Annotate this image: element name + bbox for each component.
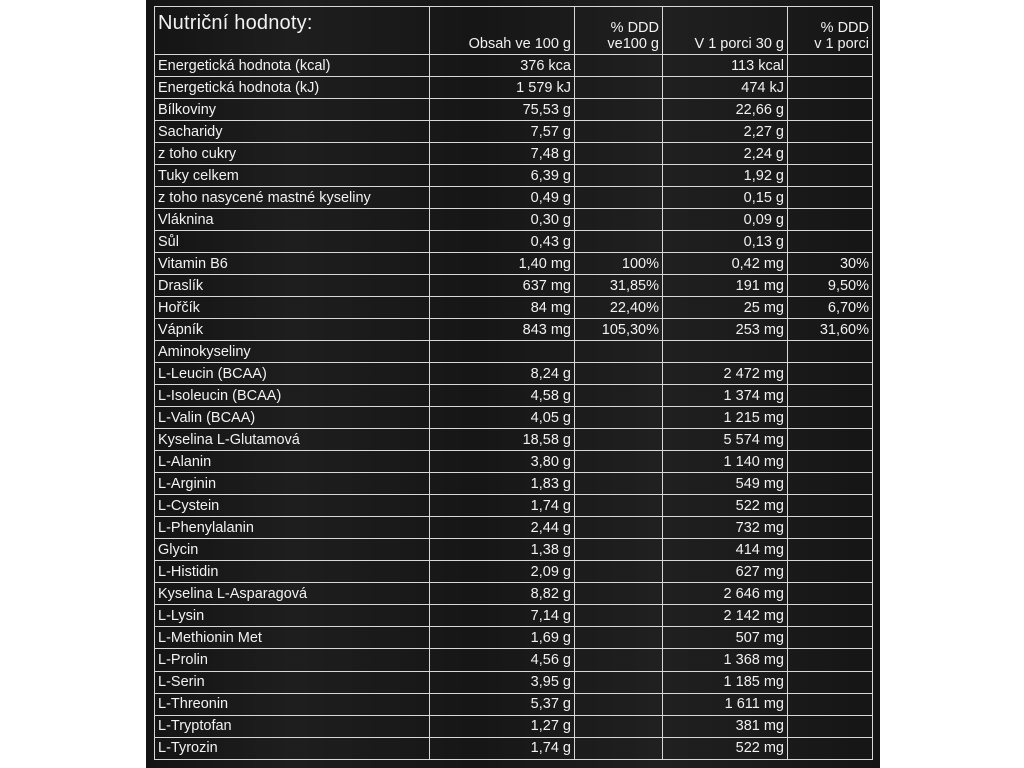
value-per-serving: 0,13 g (663, 231, 788, 253)
value-per-100g: 3,95 g (430, 671, 575, 693)
value-per-100g: 4,58 g (430, 385, 575, 407)
value-per-100g: 4,05 g (430, 407, 575, 429)
value-per-serving: 0,09 g (663, 209, 788, 231)
ddd-per-100g (575, 451, 663, 473)
value-per-serving: 507 mg (663, 627, 788, 649)
nutrient-name: L-Prolin (155, 649, 430, 671)
ddd-per-serving (788, 165, 873, 187)
nutrient-name: Energetická hodnota (kJ) (155, 77, 430, 99)
ddd-per-serving (788, 737, 873, 759)
ddd-per-serving (788, 121, 873, 143)
table-row (155, 253, 873, 275)
value-per-serving: 191 mg (663, 275, 788, 297)
table-row (155, 451, 873, 473)
ddd-per-100g (575, 715, 663, 737)
value-per-serving: 522 mg (663, 495, 788, 517)
ddd-per-100g: 100% (575, 253, 663, 275)
value-per-100g: 75,53 g (430, 99, 575, 121)
value-per-serving: 0,15 g (663, 187, 788, 209)
ddd-per-100g (575, 55, 663, 77)
value-per-serving: 1 140 mg (663, 451, 788, 473)
value-per-100g: 0,49 g (430, 187, 575, 209)
ddd-per-100g (575, 99, 663, 121)
nutrition-table (154, 6, 873, 760)
nutrient-name: Sůl (155, 231, 430, 253)
ddd-per-100g (575, 209, 663, 231)
nutrient-name: Glycin (155, 539, 430, 561)
table-row (155, 473, 873, 495)
value-per-100g: 1,40 mg (430, 253, 575, 275)
value-per-100g: 7,14 g (430, 605, 575, 627)
nutrient-name: L-Serin (155, 671, 430, 693)
value-per-serving: 2,27 g (663, 121, 788, 143)
value-per-100g: 1,74 g (430, 495, 575, 517)
nutrition-panel (146, 0, 880, 768)
ddd-per-serving: 9,50% (788, 275, 873, 297)
table-row (155, 165, 873, 187)
value-per-serving: 522 mg (663, 737, 788, 759)
ddd-per-serving (788, 693, 873, 715)
value-per-100g: 5,37 g (430, 693, 575, 715)
value-per-serving: 414 mg (663, 539, 788, 561)
ddd-per-100g (575, 77, 663, 99)
value-per-serving: 25 mg (663, 297, 788, 319)
ddd-per-100g (575, 517, 663, 539)
table-row (155, 231, 873, 253)
value-per-serving: 253 mg (663, 319, 788, 341)
table-row (155, 671, 873, 693)
value-per-100g: 6,39 g (430, 165, 575, 187)
value-per-100g: 843 mg (430, 319, 575, 341)
nutrient-name: L-Valin (BCAA) (155, 407, 430, 429)
nutrient-name: Tuky celkem (155, 165, 430, 187)
ddd-per-100g (575, 429, 663, 451)
value-per-100g: 84 mg (430, 297, 575, 319)
ddd-per-serving: 6,70% (788, 297, 873, 319)
header-ddd-per100 (575, 7, 663, 55)
ddd-per-serving (788, 209, 873, 231)
table-row (155, 561, 873, 583)
ddd-per-serving (788, 55, 873, 77)
table-row (155, 121, 873, 143)
ddd-per-serving: 30% (788, 253, 873, 275)
ddd-per-100g (575, 473, 663, 495)
value-per-serving: 1 185 mg (663, 671, 788, 693)
ddd-per-100g (575, 539, 663, 561)
nutrient-name: L-Leucin (BCAA) (155, 363, 430, 385)
value-per-serving: 113 kcal (663, 55, 788, 77)
ddd-per-serving (788, 77, 873, 99)
nutrient-name: L-Isoleucin (BCAA) (155, 385, 430, 407)
value-per-serving: 1 368 mg (663, 649, 788, 671)
value-per-serving: 2 646 mg (663, 583, 788, 605)
header-ddd-per-serving-line2: v 1 porci (814, 36, 869, 53)
ddd-per-100g (575, 649, 663, 671)
table-row (155, 605, 873, 627)
table-row (155, 385, 873, 407)
ddd-per-serving (788, 583, 873, 605)
ddd-per-100g (575, 231, 663, 253)
nutrient-name: Kyselina L-Asparagová (155, 583, 430, 605)
table-row (155, 583, 873, 605)
header-ddd-per100-line2: ve100 g (607, 36, 659, 53)
ddd-per-serving (788, 363, 873, 385)
table-row (155, 99, 873, 121)
value-per-100g: 1,83 g (430, 473, 575, 495)
nutrient-name: L-Methionin Met (155, 627, 430, 649)
table-row (155, 55, 873, 77)
value-per-100g: 2,44 g (430, 517, 575, 539)
ddd-per-serving (788, 517, 873, 539)
nutrient-name: Sacharidy (155, 121, 430, 143)
header-per-serving: V 1 porci 30 g (663, 7, 788, 55)
nutrient-name: Vitamin B6 (155, 253, 430, 275)
nutrient-name: L-Lysin (155, 605, 430, 627)
ddd-per-serving (788, 429, 873, 451)
table-header-row (155, 7, 873, 55)
value-per-100g: 7,57 g (430, 121, 575, 143)
ddd-per-100g (575, 165, 663, 187)
value-per-100g: 376 kca (430, 55, 575, 77)
value-per-serving (663, 341, 788, 363)
ddd-per-serving (788, 341, 873, 363)
value-per-serving: 5 574 mg (663, 429, 788, 451)
ddd-per-serving (788, 649, 873, 671)
ddd-per-serving (788, 715, 873, 737)
value-per-serving: 22,66 g (663, 99, 788, 121)
ddd-per-serving (788, 539, 873, 561)
value-per-100g: 1,69 g (430, 627, 575, 649)
value-per-100g: 637 mg (430, 275, 575, 297)
header-ddd-per100-line1: % DDD (610, 20, 659, 37)
ddd-per-100g (575, 385, 663, 407)
table-row (155, 539, 873, 561)
value-per-serving: 1 611 mg (663, 693, 788, 715)
nutrient-name: Vláknina (155, 209, 430, 231)
table-row (155, 715, 873, 737)
value-per-serving: 474 kJ (663, 77, 788, 99)
ddd-per-100g (575, 583, 663, 605)
value-per-100g: 0,30 g (430, 209, 575, 231)
nutrient-name: L-Cystein (155, 495, 430, 517)
nutrient-name: L-Alanin (155, 451, 430, 473)
ddd-per-100g (575, 363, 663, 385)
value-per-serving: 1,92 g (663, 165, 788, 187)
value-per-100g: 1,27 g (430, 715, 575, 737)
nutrient-name: L-Tryptofan (155, 715, 430, 737)
value-per-serving: 732 mg (663, 517, 788, 539)
table-title: Nutriční hodnoty: (158, 12, 313, 35)
ddd-per-100g (575, 143, 663, 165)
ddd-per-100g (575, 671, 663, 693)
table-row (155, 495, 873, 517)
ddd-per-100g: 105,30% (575, 319, 663, 341)
value-per-100g (430, 341, 575, 363)
value-per-serving: 2 142 mg (663, 605, 788, 627)
table-row (155, 649, 873, 671)
header-ddd-per-serving-line1: % DDD (820, 20, 869, 37)
table-row (155, 341, 873, 363)
value-per-100g: 18,58 g (430, 429, 575, 451)
ddd-per-serving: 31,60% (788, 319, 873, 341)
value-per-100g: 1,38 g (430, 539, 575, 561)
ddd-per-100g (575, 187, 663, 209)
ddd-per-serving (788, 605, 873, 627)
value-per-100g: 1,74 g (430, 737, 575, 759)
value-per-serving: 0,42 mg (663, 253, 788, 275)
value-per-100g: 2,09 g (430, 561, 575, 583)
nutrient-name: Aminokyseliny (155, 341, 430, 363)
ddd-per-serving (788, 99, 873, 121)
ddd-per-serving (788, 473, 873, 495)
ddd-per-100g (575, 627, 663, 649)
ddd-per-100g: 22,40% (575, 297, 663, 319)
table-row (155, 693, 873, 715)
ddd-per-serving (788, 451, 873, 473)
value-per-100g: 0,43 g (430, 231, 575, 253)
table-row (155, 187, 873, 209)
value-per-100g: 4,56 g (430, 649, 575, 671)
table-row (155, 737, 873, 759)
value-per-100g: 8,82 g (430, 583, 575, 605)
table-row (155, 77, 873, 99)
nutrient-name: L-Phenylalanin (155, 517, 430, 539)
ddd-per-serving (788, 385, 873, 407)
ddd-per-100g (575, 561, 663, 583)
value-per-serving: 2,24 g (663, 143, 788, 165)
ddd-per-100g (575, 737, 663, 759)
nutrient-name: Draslík (155, 275, 430, 297)
table-row (155, 627, 873, 649)
nutrient-name: z toho nasycené mastné kyseliny (155, 187, 430, 209)
header-per100: Obsah ve 100 g (430, 7, 575, 55)
value-per-100g: 7,48 g (430, 143, 575, 165)
nutrient-name: Vápník (155, 319, 430, 341)
ddd-per-serving (788, 627, 873, 649)
nutrient-name: L-Tyrozin (155, 737, 430, 759)
ddd-per-serving (788, 407, 873, 429)
ddd-per-serving (788, 143, 873, 165)
nutrient-name: L-Threonin (155, 693, 430, 715)
table-row (155, 363, 873, 385)
value-per-serving: 1 374 mg (663, 385, 788, 407)
table-title-cell (155, 7, 430, 55)
table-row (155, 429, 873, 451)
ddd-per-100g (575, 341, 663, 363)
table-row (155, 275, 873, 297)
table-row (155, 407, 873, 429)
value-per-100g: 3,80 g (430, 451, 575, 473)
value-per-serving: 2 472 mg (663, 363, 788, 385)
ddd-per-serving (788, 495, 873, 517)
nutrient-name: L-Histidin (155, 561, 430, 583)
value-per-serving: 381 mg (663, 715, 788, 737)
value-per-serving: 549 mg (663, 473, 788, 495)
value-per-serving: 1 215 mg (663, 407, 788, 429)
nutrient-name: z toho cukry (155, 143, 430, 165)
table-row (155, 319, 873, 341)
table-row (155, 143, 873, 165)
ddd-per-serving (788, 671, 873, 693)
ddd-per-100g (575, 121, 663, 143)
nutrient-name: Bílkoviny (155, 99, 430, 121)
value-per-100g: 8,24 g (430, 363, 575, 385)
table-row (155, 517, 873, 539)
ddd-per-serving (788, 231, 873, 253)
ddd-per-100g (575, 495, 663, 517)
ddd-per-100g (575, 605, 663, 627)
table-row (155, 209, 873, 231)
header-ddd-per-serving (788, 7, 873, 55)
value-per-serving: 627 mg (663, 561, 788, 583)
table-row (155, 297, 873, 319)
nutrient-name: Energetická hodnota (kcal) (155, 55, 430, 77)
ddd-per-serving (788, 187, 873, 209)
ddd-per-100g (575, 693, 663, 715)
ddd-per-serving (788, 561, 873, 583)
nutrient-name: Hořčík (155, 297, 430, 319)
ddd-per-100g: 31,85% (575, 275, 663, 297)
nutrient-name: L-Arginin (155, 473, 430, 495)
ddd-per-100g (575, 407, 663, 429)
nutrient-name: Kyselina L-Glutamová (155, 429, 430, 451)
value-per-100g: 1 579 kJ (430, 77, 575, 99)
